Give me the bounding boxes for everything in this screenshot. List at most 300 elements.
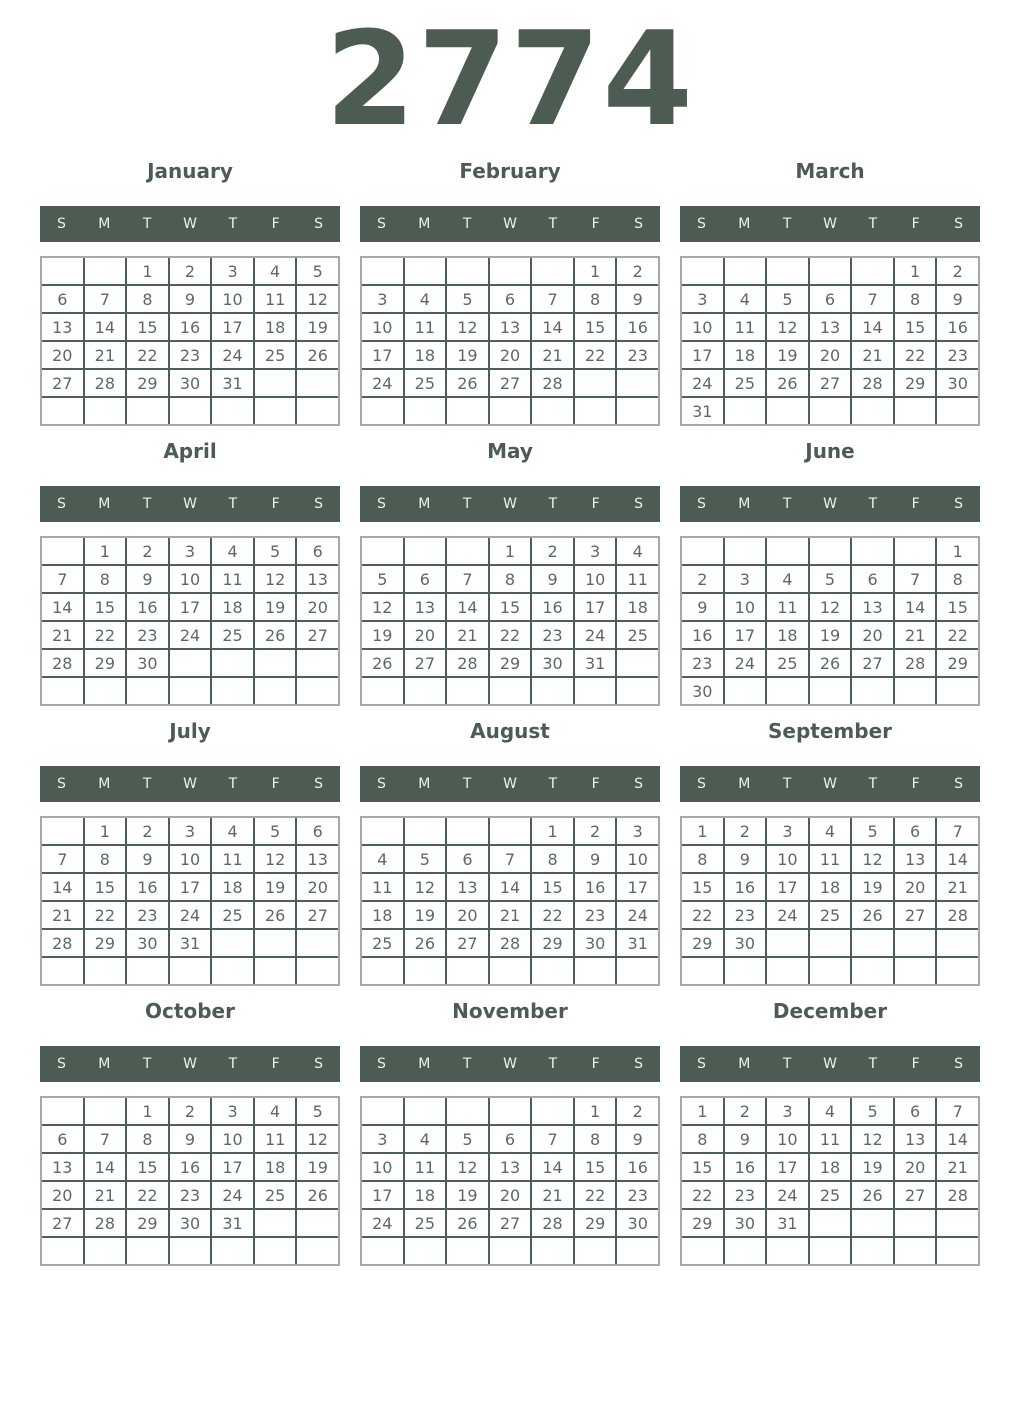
empty-day-cell [810,538,851,564]
empty-day-cell [767,398,808,424]
month-january [40,158,340,426]
day-cell: 9 [127,846,168,872]
day-cell: 24 [682,370,723,396]
empty-day-cell [170,650,211,676]
day-cell: 26 [297,342,338,368]
day-cell: 3 [617,818,658,844]
weekday-label: T [228,216,238,232]
empty-day-cell [937,1238,978,1264]
weekday-label: S [314,776,324,792]
day-cell: 23 [127,902,168,928]
empty-day-cell [447,818,488,844]
day-cell: 21 [42,902,83,928]
day-cell: 21 [532,1182,573,1208]
day-cell: 4 [810,818,851,844]
day-cell: 30 [725,1210,766,1236]
day-cell: 11 [405,1154,446,1180]
day-cell: 3 [170,538,211,564]
day-cell: 3 [212,258,253,284]
day-cell: 11 [212,566,253,592]
day-cell: 3 [212,1098,253,1124]
day-cell: 1 [85,538,126,564]
day-cell: 7 [937,818,978,844]
day-cell: 4 [810,1098,851,1124]
day-cell: 29 [127,1210,168,1236]
empty-day-cell [405,958,446,984]
day-cell: 24 [212,342,253,368]
day-cell: 10 [212,286,253,312]
day-cell: 22 [85,902,126,928]
day-cell: 25 [810,902,851,928]
day-cell: 31 [212,1210,253,1236]
empty-day-cell [575,370,616,396]
empty-day-cell [575,1238,616,1264]
day-cell: 11 [255,286,296,312]
day-cell: 8 [127,1126,168,1152]
empty-day-cell [682,958,723,984]
day-cell: 8 [85,846,126,872]
day-cell: 16 [127,594,168,620]
day-cell: 4 [725,286,766,312]
empty-day-cell [575,678,616,704]
day-cell: 14 [532,1154,573,1180]
weekday-label: F [911,1056,920,1072]
day-cell: 27 [490,1210,531,1236]
day-cell: 16 [937,314,978,340]
day-cell: 3 [767,818,808,844]
day-cell: 29 [575,1210,616,1236]
weekday-label: T [548,216,558,232]
day-cell: 29 [127,370,168,396]
day-cell: 10 [212,1126,253,1152]
day-cell: 30 [127,930,168,956]
empty-day-cell [682,258,723,284]
weekday-label: M [98,216,111,232]
day-cell: 20 [490,1182,531,1208]
day-cell: 7 [895,566,936,592]
day-cell: 18 [767,622,808,648]
empty-day-cell [725,958,766,984]
weekday-label: S [634,1056,644,1072]
weekday-label: M [418,496,431,512]
empty-day-cell [490,1098,531,1124]
day-cell: 23 [170,1182,211,1208]
day-cell: 8 [682,846,723,872]
day-cell: 14 [852,314,893,340]
day-cell: 23 [170,342,211,368]
empty-day-cell [297,958,338,984]
empty-day-cell [532,258,573,284]
month-august [360,718,660,986]
day-cell: 13 [297,566,338,592]
day-cell: 7 [490,846,531,872]
day-cell: 15 [85,594,126,620]
weekday-label: T [142,216,152,232]
weekday-label: W [503,496,517,512]
day-cell: 2 [682,566,723,592]
day-cell: 5 [852,1098,893,1124]
day-cell: 5 [255,818,296,844]
days-grid [680,1096,980,1266]
day-cell: 14 [447,594,488,620]
weekday-header-bar [40,766,340,802]
weekday-label: S [954,1056,964,1072]
day-cell: 12 [852,846,893,872]
empty-day-cell [42,398,83,424]
weekday-label: F [911,496,920,512]
empty-day-cell [617,678,658,704]
weekday-label: S [56,1056,66,1072]
day-cell: 19 [767,342,808,368]
day-cell: 26 [852,902,893,928]
empty-day-cell [362,538,403,564]
day-cell: 5 [255,538,296,564]
empty-day-cell [937,398,978,424]
day-cell: 21 [937,1154,978,1180]
day-cell: 20 [810,342,851,368]
weekday-label: S [314,216,324,232]
day-cell: 9 [532,566,573,592]
empty-day-cell [255,930,296,956]
day-cell: 15 [937,594,978,620]
days-grid [360,1096,660,1266]
day-cell: 9 [725,846,766,872]
weekday-label: W [503,1056,517,1072]
day-cell: 18 [810,874,851,900]
days-grid [40,816,340,986]
day-cell: 22 [682,902,723,928]
month-april [40,438,340,706]
day-cell: 17 [362,342,403,368]
day-cell: 19 [255,874,296,900]
day-cell: 5 [810,566,851,592]
day-cell: 20 [297,874,338,900]
weekday-label: S [954,216,964,232]
day-cell: 31 [682,398,723,424]
day-cell: 14 [42,874,83,900]
month-march [680,158,980,426]
weekday-label: F [271,216,280,232]
days-grid [40,536,340,706]
empty-day-cell [255,958,296,984]
weekday-label: W [823,776,837,792]
month-name: December [772,999,888,1023]
empty-day-cell [405,398,446,424]
empty-day-cell [490,398,531,424]
day-cell: 1 [682,818,723,844]
day-cell: 27 [895,902,936,928]
empty-day-cell [852,1238,893,1264]
day-cell: 19 [447,1182,488,1208]
empty-day-cell [490,958,531,984]
days-grid [40,1096,340,1266]
day-cell: 29 [682,1210,723,1236]
empty-day-cell [895,398,936,424]
day-cell: 28 [937,1182,978,1208]
weekday-label: M [738,1056,751,1072]
day-cell: 15 [85,874,126,900]
day-cell: 11 [255,1126,296,1152]
day-cell: 26 [810,650,851,676]
empty-day-cell [447,538,488,564]
day-cell: 15 [127,1154,168,1180]
day-cell: 21 [852,342,893,368]
empty-day-cell [447,958,488,984]
day-cell: 28 [85,370,126,396]
day-cell: 20 [42,1182,83,1208]
empty-day-cell [362,818,403,844]
day-cell: 13 [895,1126,936,1152]
day-cell: 2 [725,1098,766,1124]
empty-day-cell [85,678,126,704]
day-cell: 16 [127,874,168,900]
day-cell: 23 [725,902,766,928]
day-cell: 11 [810,846,851,872]
day-cell: 17 [170,594,211,620]
day-cell: 19 [405,902,446,928]
weekday-label: W [503,216,517,232]
day-cell: 6 [297,538,338,564]
month-name: May [487,439,533,463]
empty-day-cell [297,370,338,396]
weekday-label: M [738,496,751,512]
day-cell: 19 [447,342,488,368]
day-cell: 13 [490,1154,531,1180]
day-cell: 5 [297,258,338,284]
empty-day-cell [575,958,616,984]
day-cell: 1 [532,818,573,844]
day-cell: 22 [490,622,531,648]
day-cell: 10 [617,846,658,872]
weekday-label: S [696,216,706,232]
day-cell: 6 [490,1126,531,1152]
day-cell: 1 [682,1098,723,1124]
day-cell: 25 [255,342,296,368]
day-cell: 3 [362,1126,403,1152]
weekday-label: T [142,776,152,792]
weekday-label: M [738,216,751,232]
day-cell: 2 [170,258,211,284]
day-cell: 10 [575,566,616,592]
day-cell: 8 [575,1126,616,1152]
day-cell: 7 [852,286,893,312]
empty-day-cell [170,1238,211,1264]
weekday-label: M [418,1056,431,1072]
empty-day-cell [447,1238,488,1264]
empty-day-cell [127,1238,168,1264]
empty-day-cell [617,370,658,396]
day-cell: 28 [532,1210,573,1236]
day-cell: 27 [42,1210,83,1236]
days-grid [360,816,660,986]
empty-day-cell [810,1238,851,1264]
weekday-label: T [548,776,558,792]
day-cell: 26 [297,1182,338,1208]
empty-day-cell [212,398,253,424]
empty-day-cell [895,930,936,956]
day-cell: 31 [212,370,253,396]
day-cell: 20 [895,1154,936,1180]
day-cell: 23 [682,650,723,676]
day-cell: 6 [852,566,893,592]
day-cell: 2 [532,538,573,564]
weekday-header-bar [680,206,980,242]
day-cell: 29 [937,650,978,676]
weekday-label: S [954,776,964,792]
day-cell: 27 [895,1182,936,1208]
empty-day-cell [937,1210,978,1236]
day-cell: 10 [170,846,211,872]
day-cell: 25 [362,930,403,956]
empty-day-cell [682,538,723,564]
day-cell: 29 [532,930,573,956]
day-cell: 15 [127,314,168,340]
empty-day-cell [937,930,978,956]
empty-day-cell [405,1238,446,1264]
day-cell: 15 [575,314,616,340]
day-cell: 20 [297,594,338,620]
empty-day-cell [127,398,168,424]
empty-day-cell [852,678,893,704]
day-cell: 17 [617,874,658,900]
empty-day-cell [297,650,338,676]
day-cell: 6 [42,1126,83,1152]
weekday-header-bar [680,486,980,522]
empty-day-cell [255,370,296,396]
empty-day-cell [297,1238,338,1264]
day-cell: 28 [937,902,978,928]
weekday-label: T [868,776,878,792]
day-cell: 17 [767,874,808,900]
weekday-header-bar [40,486,340,522]
empty-day-cell [937,958,978,984]
day-cell: 7 [532,286,573,312]
day-cell: 18 [810,1154,851,1180]
empty-day-cell [810,258,851,284]
day-cell: 27 [852,650,893,676]
day-cell: 5 [405,846,446,872]
day-cell: 24 [767,1182,808,1208]
weekday-label: T [142,496,152,512]
day-cell: 15 [575,1154,616,1180]
day-cell: 28 [532,370,573,396]
weekday-header-bar [360,766,660,802]
weekday-label: T [462,496,472,512]
day-cell: 28 [852,370,893,396]
day-cell: 28 [447,650,488,676]
month-name: April [163,439,217,463]
empty-day-cell [362,398,403,424]
day-cell: 9 [682,594,723,620]
day-cell: 16 [617,1154,658,1180]
day-cell: 31 [575,650,616,676]
day-cell: 9 [575,846,616,872]
empty-day-cell [447,678,488,704]
day-cell: 9 [127,566,168,592]
day-cell: 6 [895,1098,936,1124]
day-cell: 13 [42,1154,83,1180]
weekday-label: M [418,216,431,232]
day-cell: 30 [575,930,616,956]
day-cell: 1 [575,258,616,284]
day-cell: 18 [405,1182,446,1208]
empty-day-cell [617,958,658,984]
day-cell: 23 [575,902,616,928]
day-cell: 10 [767,846,808,872]
day-cell: 8 [895,286,936,312]
year-title: 2774 [325,3,695,155]
day-cell: 14 [85,1154,126,1180]
empty-day-cell [490,678,531,704]
day-cell: 27 [297,902,338,928]
month-name: March [795,159,865,183]
day-cell: 1 [575,1098,616,1124]
day-cell: 17 [212,314,253,340]
empty-day-cell [447,398,488,424]
day-cell: 3 [362,286,403,312]
day-cell: 15 [490,594,531,620]
day-cell: 23 [617,1182,658,1208]
empty-day-cell [767,958,808,984]
empty-day-cell [85,1238,126,1264]
day-cell: 15 [682,874,723,900]
day-cell: 29 [85,930,126,956]
day-cell: 28 [895,650,936,676]
weekday-label: S [696,496,706,512]
empty-day-cell [852,398,893,424]
day-cell: 3 [682,286,723,312]
day-cell: 24 [725,650,766,676]
empty-day-cell [767,1238,808,1264]
weekday-label: M [98,496,111,512]
weekday-label: S [634,216,644,232]
day-cell: 22 [575,342,616,368]
day-cell: 6 [42,286,83,312]
day-cell: 26 [852,1182,893,1208]
day-cell: 4 [212,538,253,564]
empty-day-cell [852,538,893,564]
empty-day-cell [362,1238,403,1264]
empty-day-cell [852,1210,893,1236]
day-cell: 25 [617,622,658,648]
day-cell: 18 [212,594,253,620]
day-cell: 18 [405,342,446,368]
day-cell: 21 [532,342,573,368]
day-cell: 5 [767,286,808,312]
weekday-label: S [376,216,386,232]
weekday-label: T [462,776,472,792]
weekday-label: S [696,1056,706,1072]
empty-day-cell [532,958,573,984]
empty-day-cell [767,930,808,956]
day-cell: 21 [447,622,488,648]
day-cell: 25 [212,622,253,648]
day-cell: 7 [937,1098,978,1124]
day-cell: 23 [725,1182,766,1208]
empty-day-cell [532,1238,573,1264]
day-cell: 29 [895,370,936,396]
day-cell: 20 [852,622,893,648]
day-cell: 27 [810,370,851,396]
empty-day-cell [490,818,531,844]
day-cell: 21 [42,622,83,648]
day-cell: 12 [297,1126,338,1152]
weekday-label: W [823,496,837,512]
day-cell: 31 [767,1210,808,1236]
empty-day-cell [617,1238,658,1264]
weekday-label: T [782,1056,792,1072]
empty-day-cell [127,678,168,704]
